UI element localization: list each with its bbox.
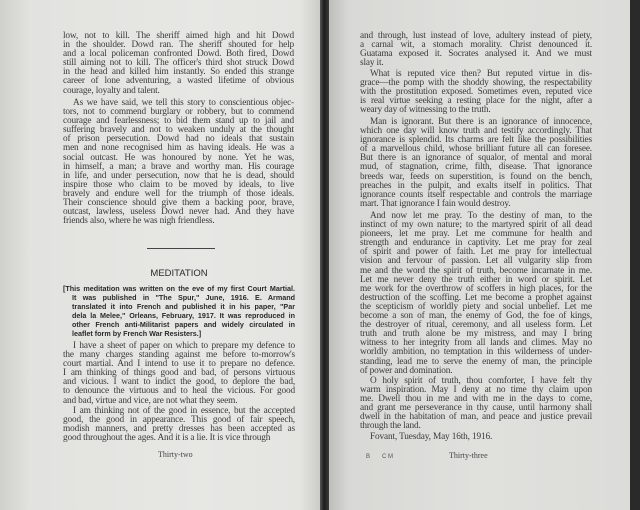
text-line: strength and endurance in captivity. Let me pray for zeal xyxy=(360,238,592,249)
text-line: Guatama exposed it. Socrates analysed it. And we must xyxy=(360,49,592,60)
text-line: of a marvellous child, whose brilliant future all can foresee. xyxy=(360,144,592,155)
text-line: and bad, virtue and vice, are not what they seem. xyxy=(63,395,238,406)
paragraph xyxy=(360,118,592,209)
signature-mark: C M xyxy=(382,454,393,460)
text-line: I am thinking not of the good in essence, but the accepted xyxy=(73,406,295,416)
book-spine xyxy=(320,0,329,510)
text-line: outcast, lawless, useless Dowd never had. And they have xyxy=(63,207,294,218)
paragraph xyxy=(360,70,592,115)
signature-mark: B xyxy=(366,454,371,460)
text-line: social outcast. He was honoured by none. Yet he was, xyxy=(63,152,294,163)
text-line: become a son of man, the enemy of God, the foe of kings, xyxy=(360,311,592,322)
text-line: in life, and under persecution, now that he is dead, should xyxy=(63,170,294,181)
text-line: dela la Melee," Orleans, February, 1917. It was reproduced in xyxy=(72,311,295,320)
text-line: me and the word the spirit of truth, become incarnate in me. xyxy=(360,265,592,276)
text-line: Fovant, Tuesday, May 16th, 1916. xyxy=(370,432,493,442)
text-line: instinct of my own nature; to the martyred spirit of all dead xyxy=(360,220,592,231)
text-line: preaches in the pulpit, and exalts itself in politics. That xyxy=(360,180,592,191)
text-line: the destroyer of ritual, ceremony, and all useless form. Let xyxy=(360,320,592,331)
text-line: of prison persecution. Dowd had no ideals that sustain xyxy=(63,134,294,145)
text-line: of power and domination. xyxy=(360,365,453,376)
text-line: vision and fervour of passion. Let all vulgarity slip from xyxy=(360,256,592,267)
text-line: other French anti-Militarist papers and widely circulated in xyxy=(72,320,295,329)
text-line: a carnal wit, a stomach morality. Christ denounced it. xyxy=(360,40,592,51)
text-line: translated it into French and published it in his paper, "Par xyxy=(72,302,295,311)
text-line: inspire those who claim to be moved by ideals, to live xyxy=(63,179,294,190)
editor-note xyxy=(63,284,295,338)
text-line: As we have said, we tell this story to conscientious objec- xyxy=(73,98,294,108)
page-number: Thirty-three xyxy=(449,451,488,460)
text-line: [This meditation was written on the eve of my first Court Martial. xyxy=(63,284,295,293)
text-line: in himself, a man; a brave and worthy man. His courage xyxy=(63,161,294,172)
text-line: tors, not to commend burglary or robbery, but to commend xyxy=(63,107,294,118)
section-title: MEDITATION xyxy=(150,268,208,279)
text-line: in the shoulder. Dowd ran. The sheriff shouted for help xyxy=(63,40,294,51)
text-line: and a local policeman confronted Dowd. Both fired, Dowd xyxy=(63,49,294,60)
text-line: low, not to kill. The sheriff aimed high and hit Dowd xyxy=(63,31,294,41)
text-line: grace—the pomp with the shoddy showing, the respectability xyxy=(360,78,592,89)
text-line: I am thinking of things good and bad, of persons virtuous xyxy=(63,368,295,379)
page-number: Thirty-two xyxy=(158,450,193,459)
paragraph xyxy=(63,407,295,443)
text-line: Their conscience should give them a backing poor, brave, xyxy=(63,198,294,209)
text-line: mud, of stagnation, crime, filth, disease. That ignorance xyxy=(360,162,592,173)
text-line: What is reputed vice then? But reputed virtue in dis- xyxy=(370,69,592,79)
text-line: truth and truth alone be my mistress, and may I bring xyxy=(360,329,592,340)
text-line: pioneers, let me pray. Let me commune for health and xyxy=(360,229,592,240)
text-line: courage, loyalty and talent. xyxy=(63,85,160,96)
text-line: ignorance counts itself respectable and controls the marriage xyxy=(360,189,592,200)
text-line: destruction of the scoffing. Let me become a prophet against xyxy=(360,292,592,303)
scan-edge xyxy=(630,0,640,510)
paragraph xyxy=(360,212,592,376)
text-line: friends also, where he was nigh friendless. xyxy=(63,216,215,227)
text-line: witness to her integrity from all lands and climes. May no xyxy=(360,338,592,349)
text-line: the many charges standing against me before to-morrow's xyxy=(63,350,295,361)
text-line: Man is ignorant. But there is an ignorance of innocence, xyxy=(370,117,592,127)
text-line: But there is an ignorance of squalor, of mental and moral xyxy=(360,153,592,164)
paragraph xyxy=(63,342,295,406)
text-line: men and none recognised him as having ideals. He was a xyxy=(63,143,294,154)
text-line: bravely and endure well for the triumph of those ideals. xyxy=(63,188,294,199)
text-line: Let me never deny the truth either in word or spirit. Let xyxy=(360,274,592,285)
text-line: me. Dwell thou in me and with me in the days to come, xyxy=(360,394,592,405)
text-line: worldly ambition, no temptation in this wilderness of under- xyxy=(360,347,592,358)
text-line: modish manners, and pretty dresses has been accepted as xyxy=(63,424,295,435)
text-line: It was published in "The Spur," June, 1916. E. Armand xyxy=(72,293,295,302)
dateline xyxy=(360,433,592,442)
text-line: to denounce the virtuous and to heal the vicious. For good xyxy=(63,386,295,397)
text-line: slay it. xyxy=(360,58,384,69)
text-line: And now let me pray. To the destiny of man, to the xyxy=(370,211,592,221)
text-line: and vicious. I want to indict the good, to deplore the bad, xyxy=(63,377,295,388)
text-line: weary day of witnessing to the truth. xyxy=(360,105,491,116)
text-line: of spirit and power of faith. Let me pray for intellectual xyxy=(360,247,592,258)
paragraph xyxy=(63,32,294,96)
text-line: court martial. And I intend to use it to prepare no defence. xyxy=(63,359,295,370)
text-line: still aiming not to kill. The officer's third shot struck Dowd xyxy=(63,58,294,69)
paragraph xyxy=(63,99,294,226)
text-line: mart. That ignorance I fain would destroy. xyxy=(360,198,511,209)
text-line: good, the good in appearance. This good of fair speech, xyxy=(63,415,295,426)
text-line: me work for the overthrow of scoffers in high places, for the xyxy=(360,283,592,294)
text-line: leaflet form by French War Resisters.] xyxy=(72,329,202,338)
paragraph xyxy=(360,32,592,68)
text-line: dwell in the habitation of man, and peace and justice prevail xyxy=(360,412,592,423)
text-line: courage and fearlessness; to bid them stand up to jail and xyxy=(63,116,294,127)
text-line: is real virtue seeking a resting place for the night, after a xyxy=(360,96,592,107)
text-line: in the head and killed him instantly. So ended this strange xyxy=(63,67,294,78)
text-line: the scepticism of worldly piety and social unbelief. Let me xyxy=(360,301,592,312)
paragraph xyxy=(360,377,592,432)
text-line: ignorance is splendid. Its charms are felt like the possibilities xyxy=(360,135,592,146)
text-line: which one day will know truth and testify accordingly. That xyxy=(360,126,592,137)
text-line: career of lone adventuring, a wasted lifetime of obvious xyxy=(63,76,294,87)
text-line: through the land. xyxy=(360,421,421,432)
text-line: O holy spirit of truth, thou comforter, I have felt thy xyxy=(370,376,592,386)
text-line: I have a sheet of paper on which to prepare my defence to xyxy=(73,341,295,351)
text-line: warm inspiration. May I deny at no time thy claim upon xyxy=(360,385,592,396)
text-line: standing, lead me to serve the enemy of man, the principle xyxy=(360,356,592,367)
text-line: and through, lust instead of love, adultery instead of piety, xyxy=(360,31,592,41)
text-line: and grant me perseverance in thy cause, until harmony shall xyxy=(360,403,592,414)
text-line: breeds war, feeds on superstition, is found on the bench, xyxy=(360,171,592,182)
text-line: suffering bravely and not to weaken unduly at the thought xyxy=(63,125,294,136)
text-line: with the prostitution exposed. Sometimes even, reputed vice xyxy=(360,87,592,98)
text-line: good throughout the ages. And it is a lie. It is vice through xyxy=(63,433,271,444)
section-divider xyxy=(147,248,215,249)
